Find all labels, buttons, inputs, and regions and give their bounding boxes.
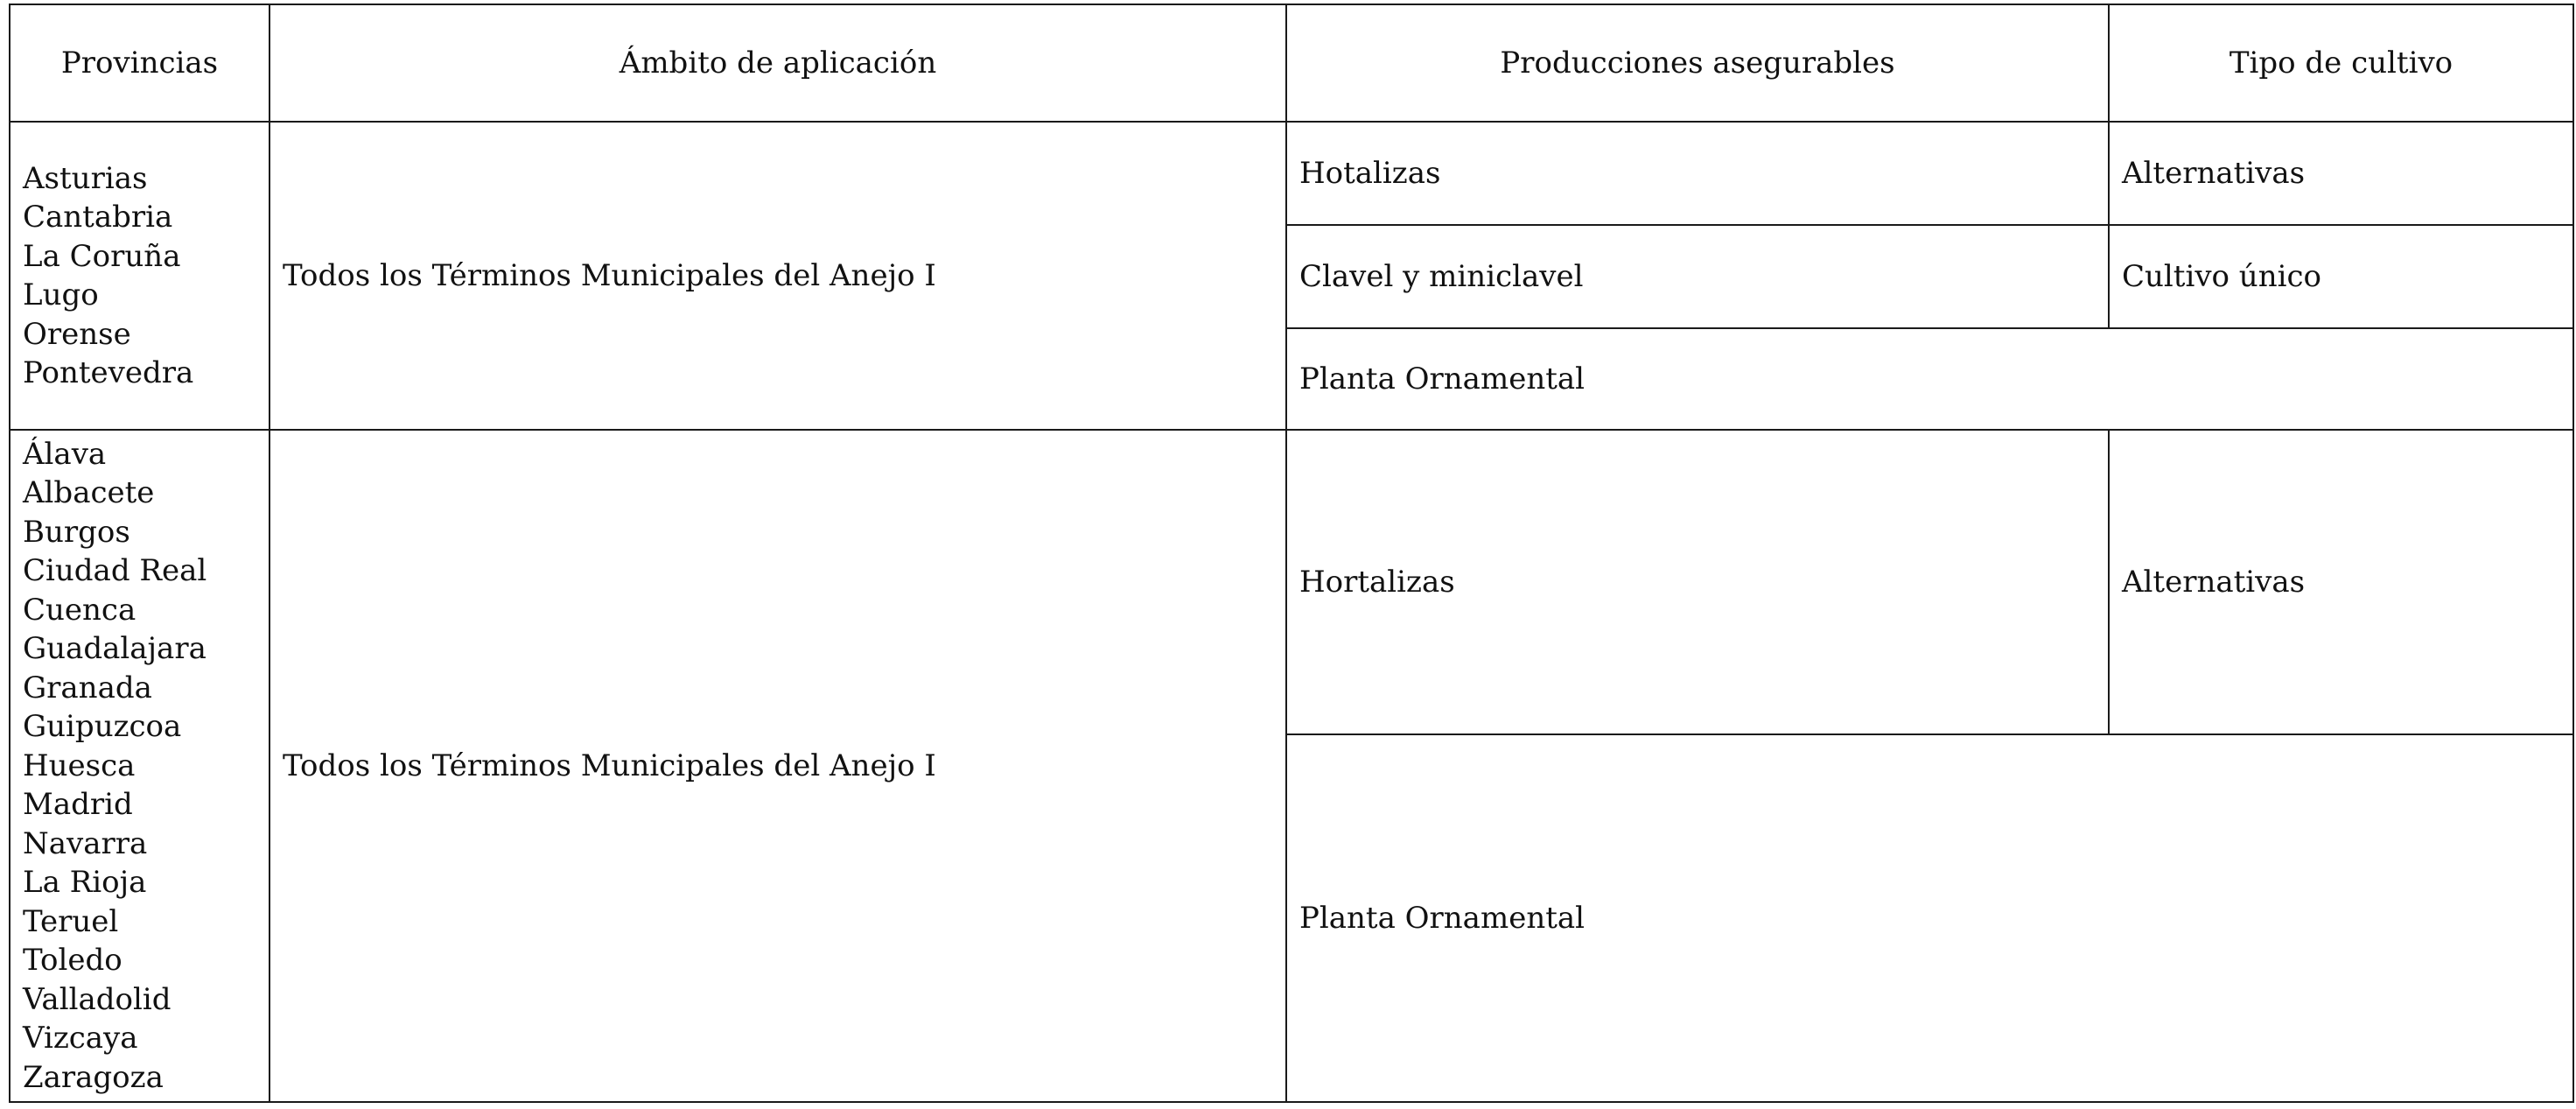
table-row <box>10 430 2573 734</box>
province-name: Guadalajara <box>23 631 206 667</box>
province-name: Huesca <box>23 748 136 783</box>
province-name: Granada <box>23 670 152 705</box>
table-row <box>10 122 2573 225</box>
province-name: La Coruña <box>23 238 181 274</box>
province-name: Albacete <box>23 475 155 511</box>
province-name: Guipuzcoa <box>23 709 182 745</box>
province-name: Toledo <box>23 943 122 979</box>
province-name: Orense <box>23 316 131 352</box>
province-name: Burgos <box>23 514 130 550</box>
produccion-cell: Planta Ornamental <box>1286 328 2573 430</box>
tipo-cell: Cultivo único <box>2109 225 2573 328</box>
province-name: Madrid <box>23 787 133 823</box>
province-name: Ciudad Real <box>23 553 207 589</box>
provinces-list-group2 <box>23 435 256 1098</box>
province-name: Álava <box>23 436 107 472</box>
province-name: Zaragoza <box>23 1059 164 1095</box>
province-name: Asturias <box>23 160 148 196</box>
provinces-cell-group1 <box>10 122 270 430</box>
produccion-cell: Clavel y miniclavel <box>1286 225 2109 328</box>
header-tipo: Tipo de cultivo <box>2109 4 2573 122</box>
province-name: Vizcaya <box>23 1021 138 1056</box>
provinces-table <box>9 4 2574 1103</box>
province-name: Navarra <box>23 825 148 861</box>
produccion-cell: Hotalizas <box>1286 122 2109 225</box>
header-row <box>10 4 2573 122</box>
provinces-list-group1 <box>23 159 256 393</box>
province-name: La Rioja <box>23 865 147 901</box>
tipo-cell: Alternativas <box>2109 430 2573 734</box>
produccion-cell: Hortalizas <box>1286 430 2109 734</box>
ambito-cell-group2: Todos los Términos Municipales del Anejo I <box>270 430 1286 1102</box>
province-name: Lugo <box>23 277 99 312</box>
ambito-cell-group1: Todos los Términos Municipales del Anejo I <box>270 122 1286 430</box>
province-name: Pontevedra <box>23 355 194 390</box>
produccion-cell: Planta Ornamental <box>1286 734 2573 1102</box>
header-producciones: Producciones asegurables <box>1286 4 2109 122</box>
province-name: Valladolid <box>23 981 172 1017</box>
header-provincias: Provincias <box>10 4 270 122</box>
province-name: Cuenca <box>23 592 136 628</box>
header-ambito: Ámbito de aplicación <box>270 4 1286 122</box>
province-name: Cantabria <box>23 200 173 235</box>
tipo-cell: Alternativas <box>2109 122 2573 225</box>
province-name: Teruel <box>23 903 119 939</box>
provinces-cell-group2 <box>10 430 270 1102</box>
